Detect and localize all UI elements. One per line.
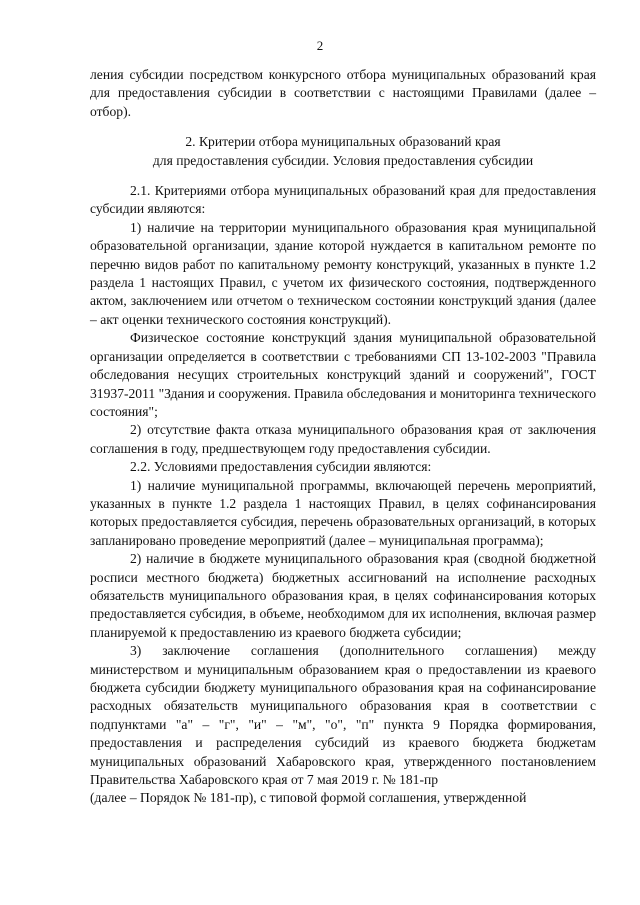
paragraph-2-1: 2.1. Критериями отбора муниципальных образований края для предоставления субсидии являются:: [90, 183, 596, 217]
document-body: [90, 66, 596, 808]
paragraph-condition-2: 2) наличие в бюджете муниципального образования края (сводной бюджетной росписи местного бюджета) бюджетных ассигнований на исполнение расходных обязательств муниципального образования края, в целях софинансирования которых предоставляется субсидия, в объеме, необходимом для их исполнения, включая размер планируемой к предоставлению из краевого бюджета субсидии;: [90, 551, 596, 640]
section-heading-line-2: для предоставления субсидии. Условия предоставления субсидии: [152, 152, 534, 168]
paragraph-continuation: ления субсидии посредством конкурсного отбора муниципальных образований края для предоставления субсидии в соответствии с настоящими Правилами (далее – отбор).: [90, 67, 596, 119]
paragraph-2-2: 2.2. Условиями предоставления субсидии являются:: [130, 459, 432, 475]
paragraph-final-line: (далее – Порядок № 181-пр), с типовой формой соглашения, утвержденной: [90, 790, 527, 806]
paragraph-condition-1: 1) наличие муниципальной программы, включающей перечень мероприятий, указанных в пункте 1.2 раздела 1 настоящих Правил, в целях софинансирования которых предоставляется субсидия, перечень образовательных организаций, в которых запланировано проведение мероприятий (далее – муниципальная программа);: [90, 477, 596, 548]
paragraph-physical-state: Физическое состояние конструкций здания муниципальной образовательной организации определяется в соответствии с требованиями СП 13-102-2003 "Правила обследования несущих строительных конструкций зданий и сооружений", ГОСТ 31937-2011 "Здания и сооружения. Правила обследования и мониторинга технического состояния";: [90, 330, 596, 419]
section-heading: [90, 133, 596, 170]
paragraph-criterion-1: 1) наличие на территории муниципального образования края муниципальной образовательной организации, здание которой нуждается в капитальном ремонте по перечню видов работ по капитальному ремонту конструкций, указанных в пункте 1.2 раздела 1 настоящих Правил, с учетом их физического состояния, подтвержденного актом, заключением или отчетом о техническом состоянии конструкций здания (далее – акт оценки технического состояния конструкций).: [90, 219, 596, 327]
paragraph-condition-3: 3) заключение соглашения (дополнительного соглашения) между министерством и муниципальным образованием края о предоставлении из краевого бюджета субсидии бюджету муниципального образования края на софинансирование расходных обязательств муниципального образования края в соответствии с подпунктами "а" – "г", "и" – "м", "о", "п" пункта 9 Порядка формирования, предоставления и распределения субсидий из краевого бюджета бюджетам муниципальных образований Хабаровского края, утвержденного постановлением Правительства Хабаровского края от 7 мая 2019 г. № 181-пр: [90, 643, 596, 788]
paragraph-criterion-2: 2) отсутствие факта отказа муниципального образования края от заключения соглашения в году, предшествующем году предоставления субсидии.: [90, 422, 596, 456]
section-heading-line-1: 2. Критерии отбора муниципальных образований края: [185, 134, 501, 150]
page-number: 2: [316, 38, 324, 53]
